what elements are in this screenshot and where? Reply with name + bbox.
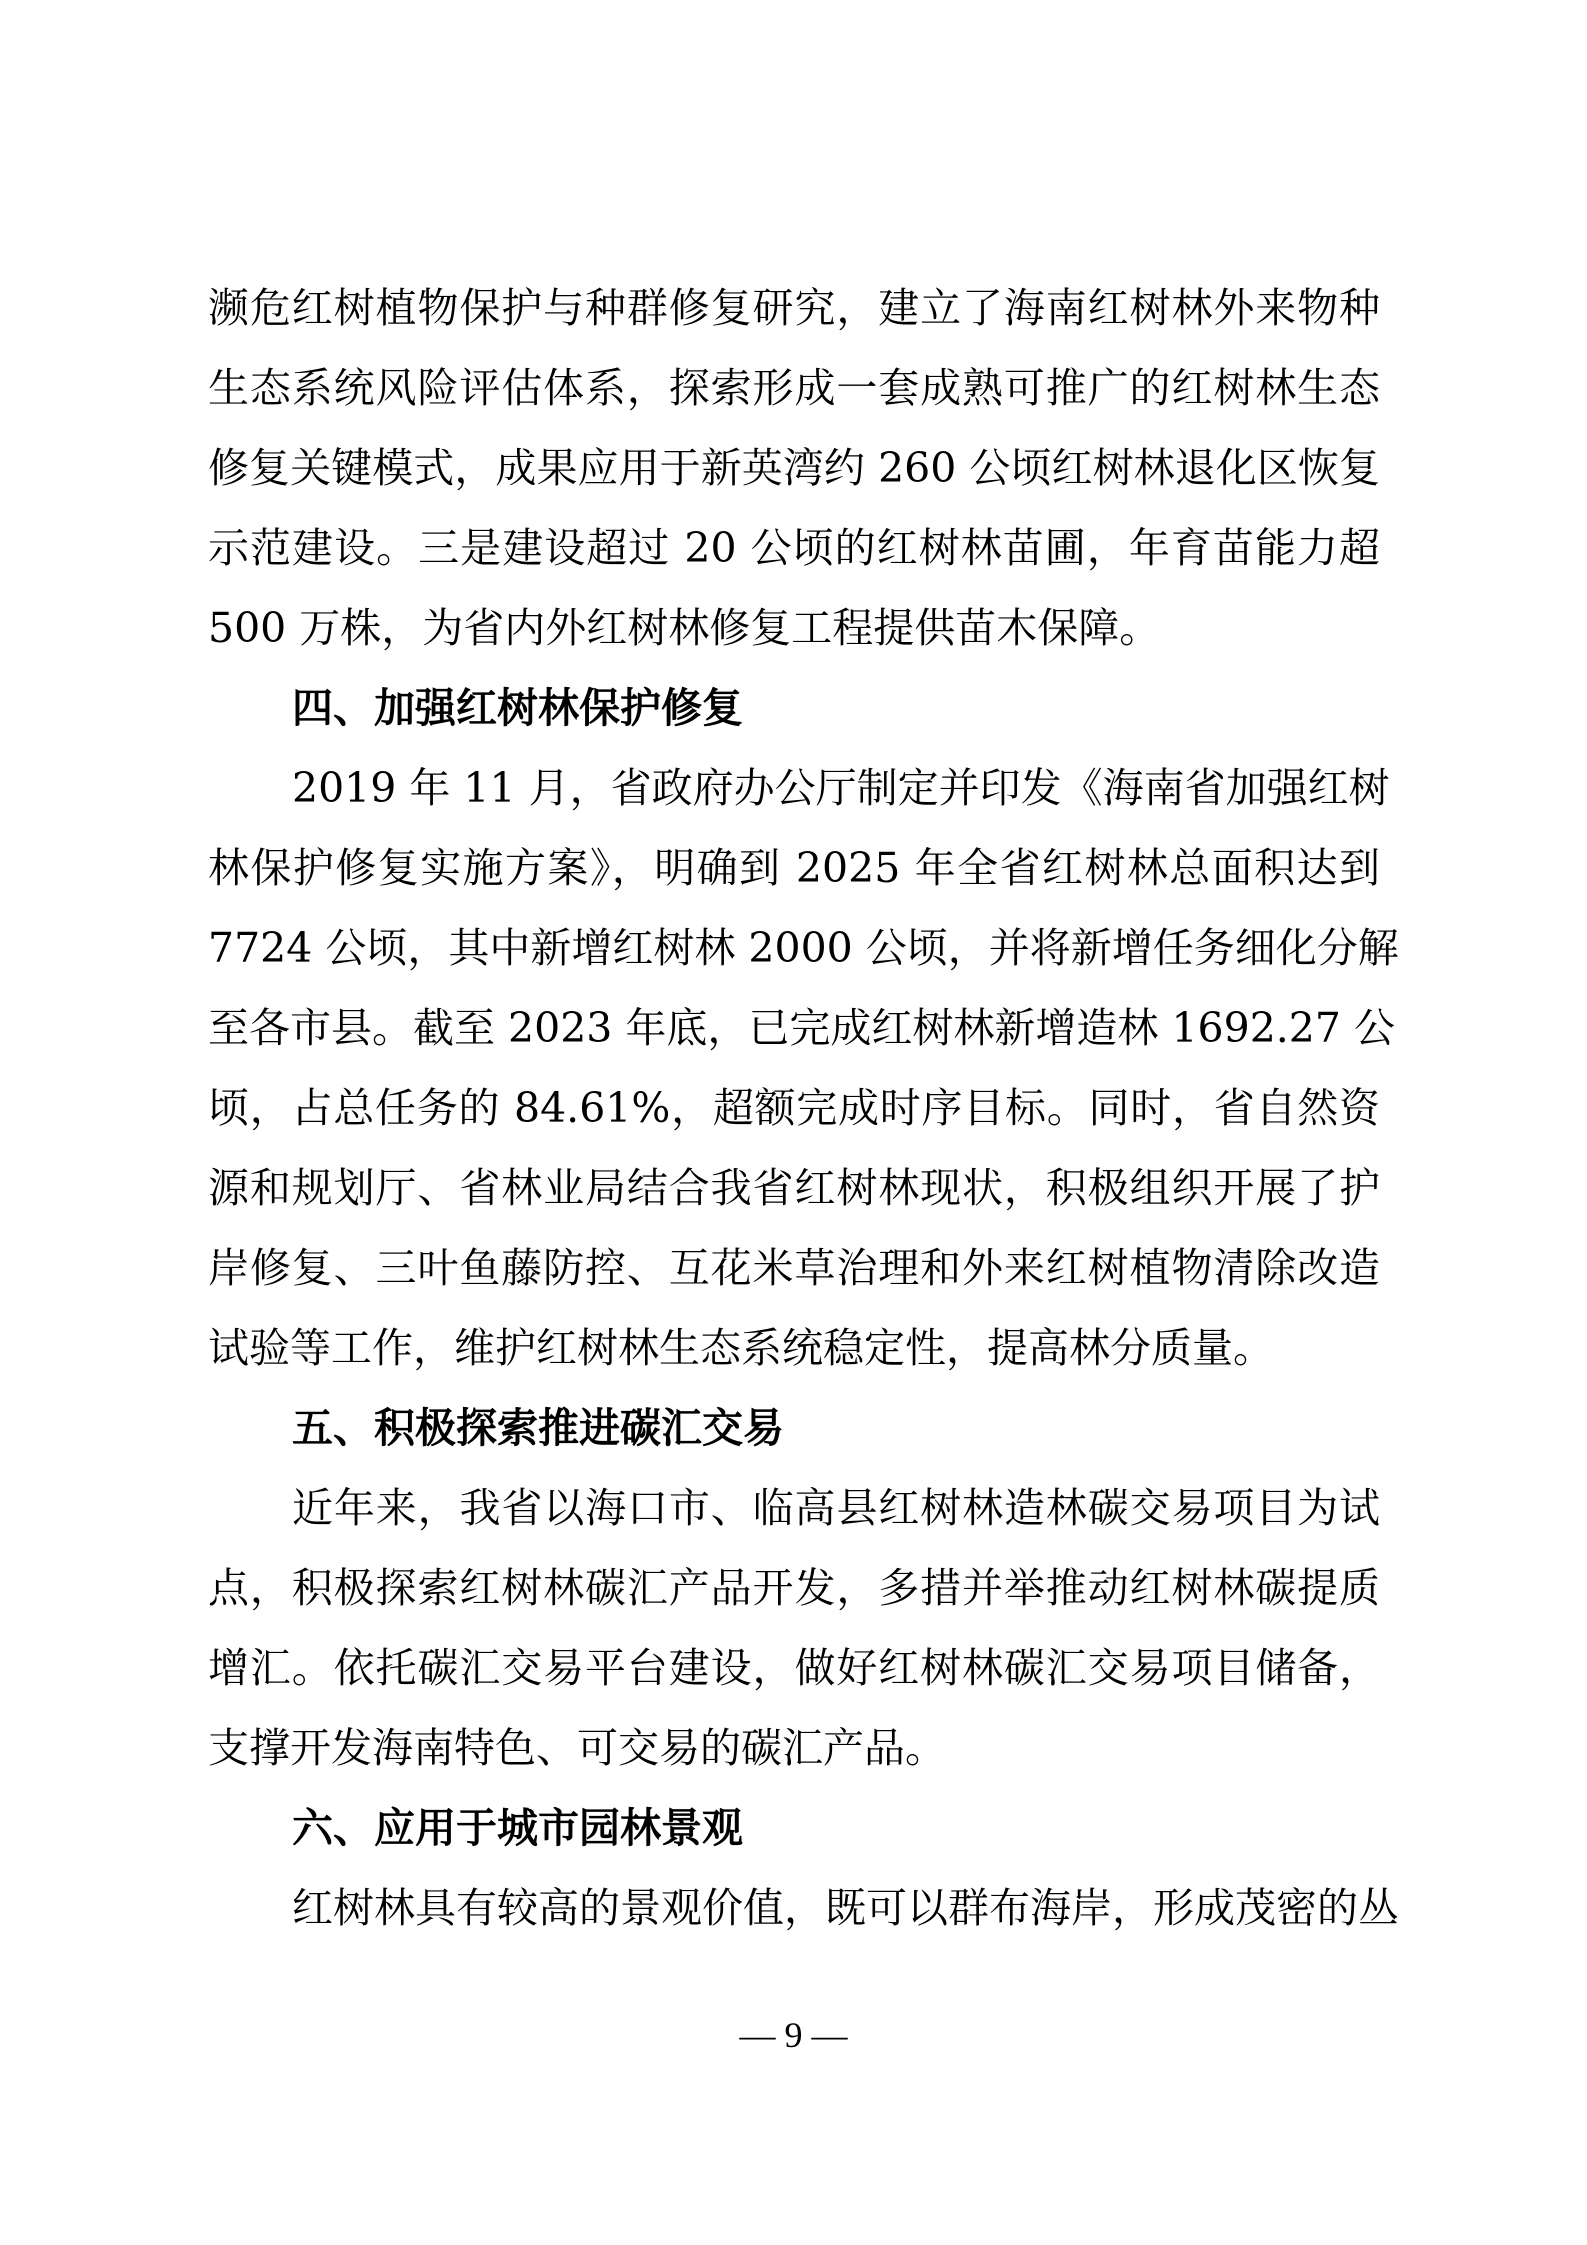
body-line: 7724 公顷，其中新增红树林 2000 公顷，并将新增任务细化分解 bbox=[208, 924, 1399, 972]
body-line: 点，积极探索红树林碳汇产品开发，多措并举推动红树林碳提质 bbox=[208, 1564, 1380, 1612]
body-line: 岸修复、三叶鱼藤防控、互花米草治理和外来红树植物清除改造 bbox=[208, 1244, 1380, 1292]
body-line: 近年来，我省以海口市、临高县红树林造林碳交易项目为试 bbox=[292, 1484, 1380, 1532]
page-number: — 9 — bbox=[739, 2015, 848, 2055]
body-line: 至各市县。截至 2023 年底，已完成红树林新增造林 1692.27 公 bbox=[208, 1004, 1396, 1052]
body-line: 示范建设。三是建设超过 20 公顷的红树林苗圃，年育苗能力超 bbox=[208, 524, 1380, 572]
section-heading-6: 六、应用于城市园林景观 bbox=[292, 1804, 743, 1852]
body-line: 生态系统风险评估体系，探索形成一套成熟可推广的红树林生态 bbox=[208, 364, 1380, 412]
body-line: 修复关键模式，成果应用于新英湾约 260 公顷红树林退化区恢复 bbox=[208, 444, 1380, 492]
section-heading-4: 四、加强红树林保护修复 bbox=[292, 684, 743, 732]
body-line: 500 万株，为省内外红树林修复工程提供苗木保障。 bbox=[208, 604, 1161, 652]
body-line: 增汇。依托碳汇交易平台建设，做好红树林碳汇交易项目储备， bbox=[208, 1644, 1380, 1692]
section-heading-5: 五、积极探索推进碳汇交易 bbox=[292, 1404, 784, 1452]
document-body bbox=[208, 268, 1399, 1948]
body-line: 林保护修复实施方案》，明确到 2025 年全省红树林总面积达到 bbox=[208, 844, 1380, 892]
body-line: 濒危红树植物保护与种群修复研究，建立了海南红树林外来物种 bbox=[208, 284, 1380, 332]
body-line: 红树林具有较高的景观价值，既可以群布海岸，形成茂密的丛 bbox=[292, 1884, 1399, 1932]
body-line: 源和规划厅、省林业局结合我省红树林现状，积极组织开展了护 bbox=[208, 1164, 1380, 1212]
body-line: 2019 年 11 月，省政府办公厅制定并印发《海南省加强红树 bbox=[292, 764, 1390, 812]
body-line: 支撑开发海南特色、可交易的碳汇产品。 bbox=[208, 1724, 946, 1772]
body-line: 顷，占总任务的 84.61%，超额完成时序目标。同时，省自然资 bbox=[208, 1084, 1380, 1132]
body-line: 试验等工作，维护红树林生态系统稳定性，提高林分质量。 bbox=[208, 1324, 1274, 1372]
